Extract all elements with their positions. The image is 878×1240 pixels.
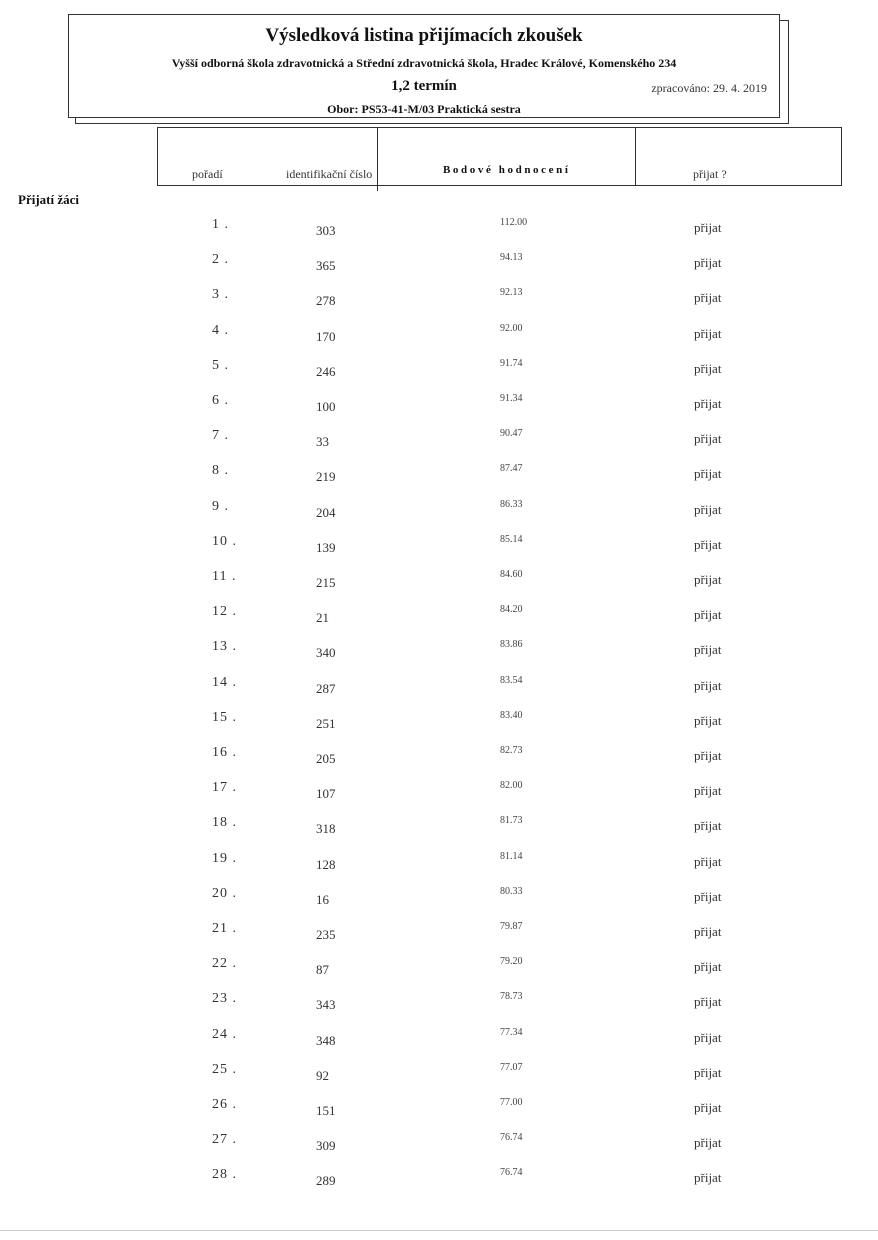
column-status-header: přijat ? — [693, 167, 727, 181]
table-row — [0, 886, 878, 914]
status-cell: přijat — [694, 431, 722, 447]
id-cell: 215 — [316, 575, 336, 590]
score-cell: 85.14 — [500, 533, 523, 545]
id-cell: 303 — [316, 223, 336, 238]
exam-term: 1,2 termín — [391, 78, 457, 94]
id-cell: 107 — [316, 786, 336, 802]
status-cell: přijat — [694, 1100, 722, 1115]
section-accepted-students: Přijatí žáci — [18, 192, 79, 207]
rank-cell: 9 . — [212, 498, 229, 514]
rank-cell: 4 . — [212, 322, 229, 338]
status-cell: přijat — [694, 1135, 722, 1151]
status-cell: přijat — [694, 325, 722, 341]
table-row — [0, 815, 878, 843]
score-cell: 84.20 — [500, 604, 523, 616]
status-cell: přijat — [694, 1170, 722, 1186]
score-cell: 91.74 — [500, 357, 523, 369]
score-cell: 83.86 — [500, 639, 523, 651]
processed-date: zpracováno: 29. 4. 2019 — [651, 81, 767, 95]
rank-cell: 27 . — [212, 1132, 237, 1148]
status-cell: přijat — [694, 959, 722, 975]
id-cell: 87 — [316, 962, 329, 978]
table-row — [0, 639, 878, 667]
id-cell: 92 — [316, 1067, 329, 1083]
rank-cell: 15 . — [212, 709, 237, 725]
rank-cell: 22 . — [212, 956, 237, 972]
table-row — [0, 217, 878, 245]
id-cell: 348 — [316, 1032, 336, 1048]
rank-cell: 8 . — [212, 463, 229, 479]
score-cell: 91.34 — [500, 393, 523, 404]
score-cell: 87.47 — [500, 463, 523, 475]
rank-cell: 23 . — [212, 991, 237, 1007]
rank-cell: 19 . — [212, 850, 237, 866]
status-cell: přijat — [694, 818, 722, 834]
id-cell: 251 — [316, 715, 336, 731]
table-row — [0, 921, 878, 949]
id-cell: 219 — [316, 469, 336, 485]
status-cell: přijat — [694, 712, 722, 728]
rank-cell: 7 . — [212, 428, 229, 444]
table-row — [0, 428, 878, 456]
document-title: Výsledková listina přijímacích zkoušek — [265, 25, 583, 46]
score-cell: 83.40 — [500, 709, 523, 721]
table-row — [0, 393, 878, 421]
school-name: Vyšší odborná škola zdravotnická a Střední zdravotnická škola, Hradec Králové, Komenského 234 — [171, 56, 677, 70]
score-cell: 82.73 — [500, 745, 523, 756]
rank-cell: 2 . — [212, 252, 229, 268]
score-cell: 83.54 — [500, 674, 523, 686]
id-cell: 33 — [316, 434, 329, 450]
study-field: Obor: PS53-41-M/03 Praktická sestra — [327, 102, 521, 116]
rank-cell: 20 . — [212, 885, 237, 901]
status-cell: přijat — [694, 501, 722, 517]
rank-cell: 25 . — [212, 1061, 237, 1077]
score-cell: 81.73 — [500, 815, 523, 827]
table-row — [0, 604, 878, 632]
id-cell: 278 — [316, 293, 336, 309]
table-row — [0, 745, 878, 773]
score-cell: 78.73 — [500, 991, 523, 1003]
status-cell: přijat — [694, 924, 722, 939]
table-row — [0, 851, 878, 879]
score-cell: 84.60 — [500, 569, 523, 580]
status-cell: přijat — [694, 642, 722, 658]
status-cell: přijat — [694, 572, 722, 587]
score-cell: 92.00 — [500, 322, 523, 334]
score-cell: 94.13 — [500, 252, 523, 264]
score-cell: 77.34 — [500, 1026, 523, 1038]
id-cell: 21 — [316, 610, 329, 626]
rank-cell: 26 . — [212, 1097, 237, 1112]
table-row — [0, 710, 878, 738]
id-cell: 318 — [316, 821, 336, 837]
status-cell: přijat — [694, 536, 722, 552]
score-cell: 76.74 — [500, 1132, 523, 1144]
id-cell: 151 — [316, 1103, 336, 1118]
table-row — [0, 1132, 878, 1160]
table-row — [0, 1167, 878, 1195]
table-row — [0, 252, 878, 280]
table-row — [0, 287, 878, 315]
id-cell: 205 — [316, 751, 336, 766]
column-id-header: identifikační číslo — [286, 167, 373, 181]
rank-cell: 28 . — [212, 1167, 237, 1183]
status-cell: přijat — [694, 466, 722, 482]
id-cell: 289 — [316, 1173, 336, 1189]
table-row — [0, 1027, 878, 1055]
status-cell: přijat — [694, 748, 722, 763]
id-cell: 139 — [316, 539, 336, 555]
id-cell: 235 — [316, 927, 336, 942]
id-cell: 365 — [316, 258, 336, 274]
table-row — [0, 499, 878, 527]
rank-cell: 21 . — [212, 921, 237, 936]
status-cell: přijat — [694, 396, 722, 411]
id-cell: 246 — [316, 363, 336, 379]
id-cell: 287 — [316, 680, 336, 696]
rank-cell: 16 . — [212, 745, 237, 760]
status-cell: přijat — [694, 360, 722, 376]
status-cell: přijat — [694, 677, 722, 693]
score-cell: 79.20 — [500, 956, 523, 968]
rank-cell: 5 . — [212, 357, 229, 373]
rank-cell: 14 . — [212, 674, 237, 690]
status-cell: přijat — [694, 853, 722, 869]
id-cell: 16 — [316, 891, 329, 907]
table-row — [0, 569, 878, 597]
score-cell: 112.00 — [500, 217, 528, 228]
rank-cell: 12 . — [212, 604, 237, 620]
score-cell: 77.00 — [500, 1097, 523, 1108]
table-row — [0, 956, 878, 984]
table-row — [0, 780, 878, 808]
rank-cell: 17 . — [212, 780, 237, 796]
id-cell: 100 — [316, 399, 336, 414]
status-cell: přijat — [694, 255, 722, 271]
id-cell: 128 — [316, 856, 336, 872]
score-cell: 82.00 — [500, 780, 523, 792]
score-cell: 80.33 — [500, 885, 523, 897]
score-cell: 77.07 — [500, 1061, 523, 1073]
score-cell: 90.47 — [500, 428, 523, 440]
rank-cell: 13 . — [212, 639, 237, 655]
column-separator — [635, 127, 636, 186]
table-row — [0, 463, 878, 491]
id-cell: 170 — [316, 328, 336, 344]
rank-cell: 18 . — [212, 815, 237, 831]
table-row — [0, 675, 878, 703]
table-row — [0, 323, 878, 351]
id-cell: 343 — [316, 997, 336, 1013]
id-cell: 340 — [316, 645, 336, 661]
rank-cell: 3 . — [212, 287, 229, 303]
table-row — [0, 358, 878, 386]
rank-cell: 24 . — [212, 1026, 237, 1042]
id-cell: 309 — [316, 1138, 336, 1154]
score-cell: 81.14 — [500, 850, 523, 862]
score-cell: 92.13 — [500, 287, 523, 299]
status-cell: přijat — [694, 607, 722, 623]
rank-cell: 11 . — [212, 569, 237, 584]
id-cell: 204 — [316, 504, 336, 520]
status-cell: přijat — [694, 220, 722, 235]
column-rank-header: pořadí — [192, 167, 223, 181]
status-cell: přijat — [694, 994, 722, 1010]
rank-cell: 1 . — [212, 217, 229, 232]
table-row — [0, 534, 878, 562]
column-score-header: Bodové hodnocení — [443, 164, 571, 176]
status-cell: přijat — [694, 1029, 722, 1045]
table-row — [0, 1062, 878, 1090]
status-cell: přijat — [694, 783, 722, 799]
rank-cell: 6 . — [212, 393, 229, 408]
column-separator — [377, 127, 378, 191]
table-row — [0, 991, 878, 1019]
status-cell: přijat — [694, 290, 722, 306]
score-cell: 76.74 — [500, 1167, 523, 1179]
rank-cell: 10 . — [212, 533, 237, 549]
header-box — [68, 14, 780, 118]
column-header — [157, 127, 842, 186]
table-row — [0, 1097, 878, 1125]
status-cell: přijat — [694, 1064, 722, 1080]
page-bottom-line — [0, 1230, 878, 1231]
score-cell: 79.87 — [500, 921, 523, 932]
score-cell: 86.33 — [500, 498, 523, 510]
status-cell: přijat — [694, 888, 722, 904]
